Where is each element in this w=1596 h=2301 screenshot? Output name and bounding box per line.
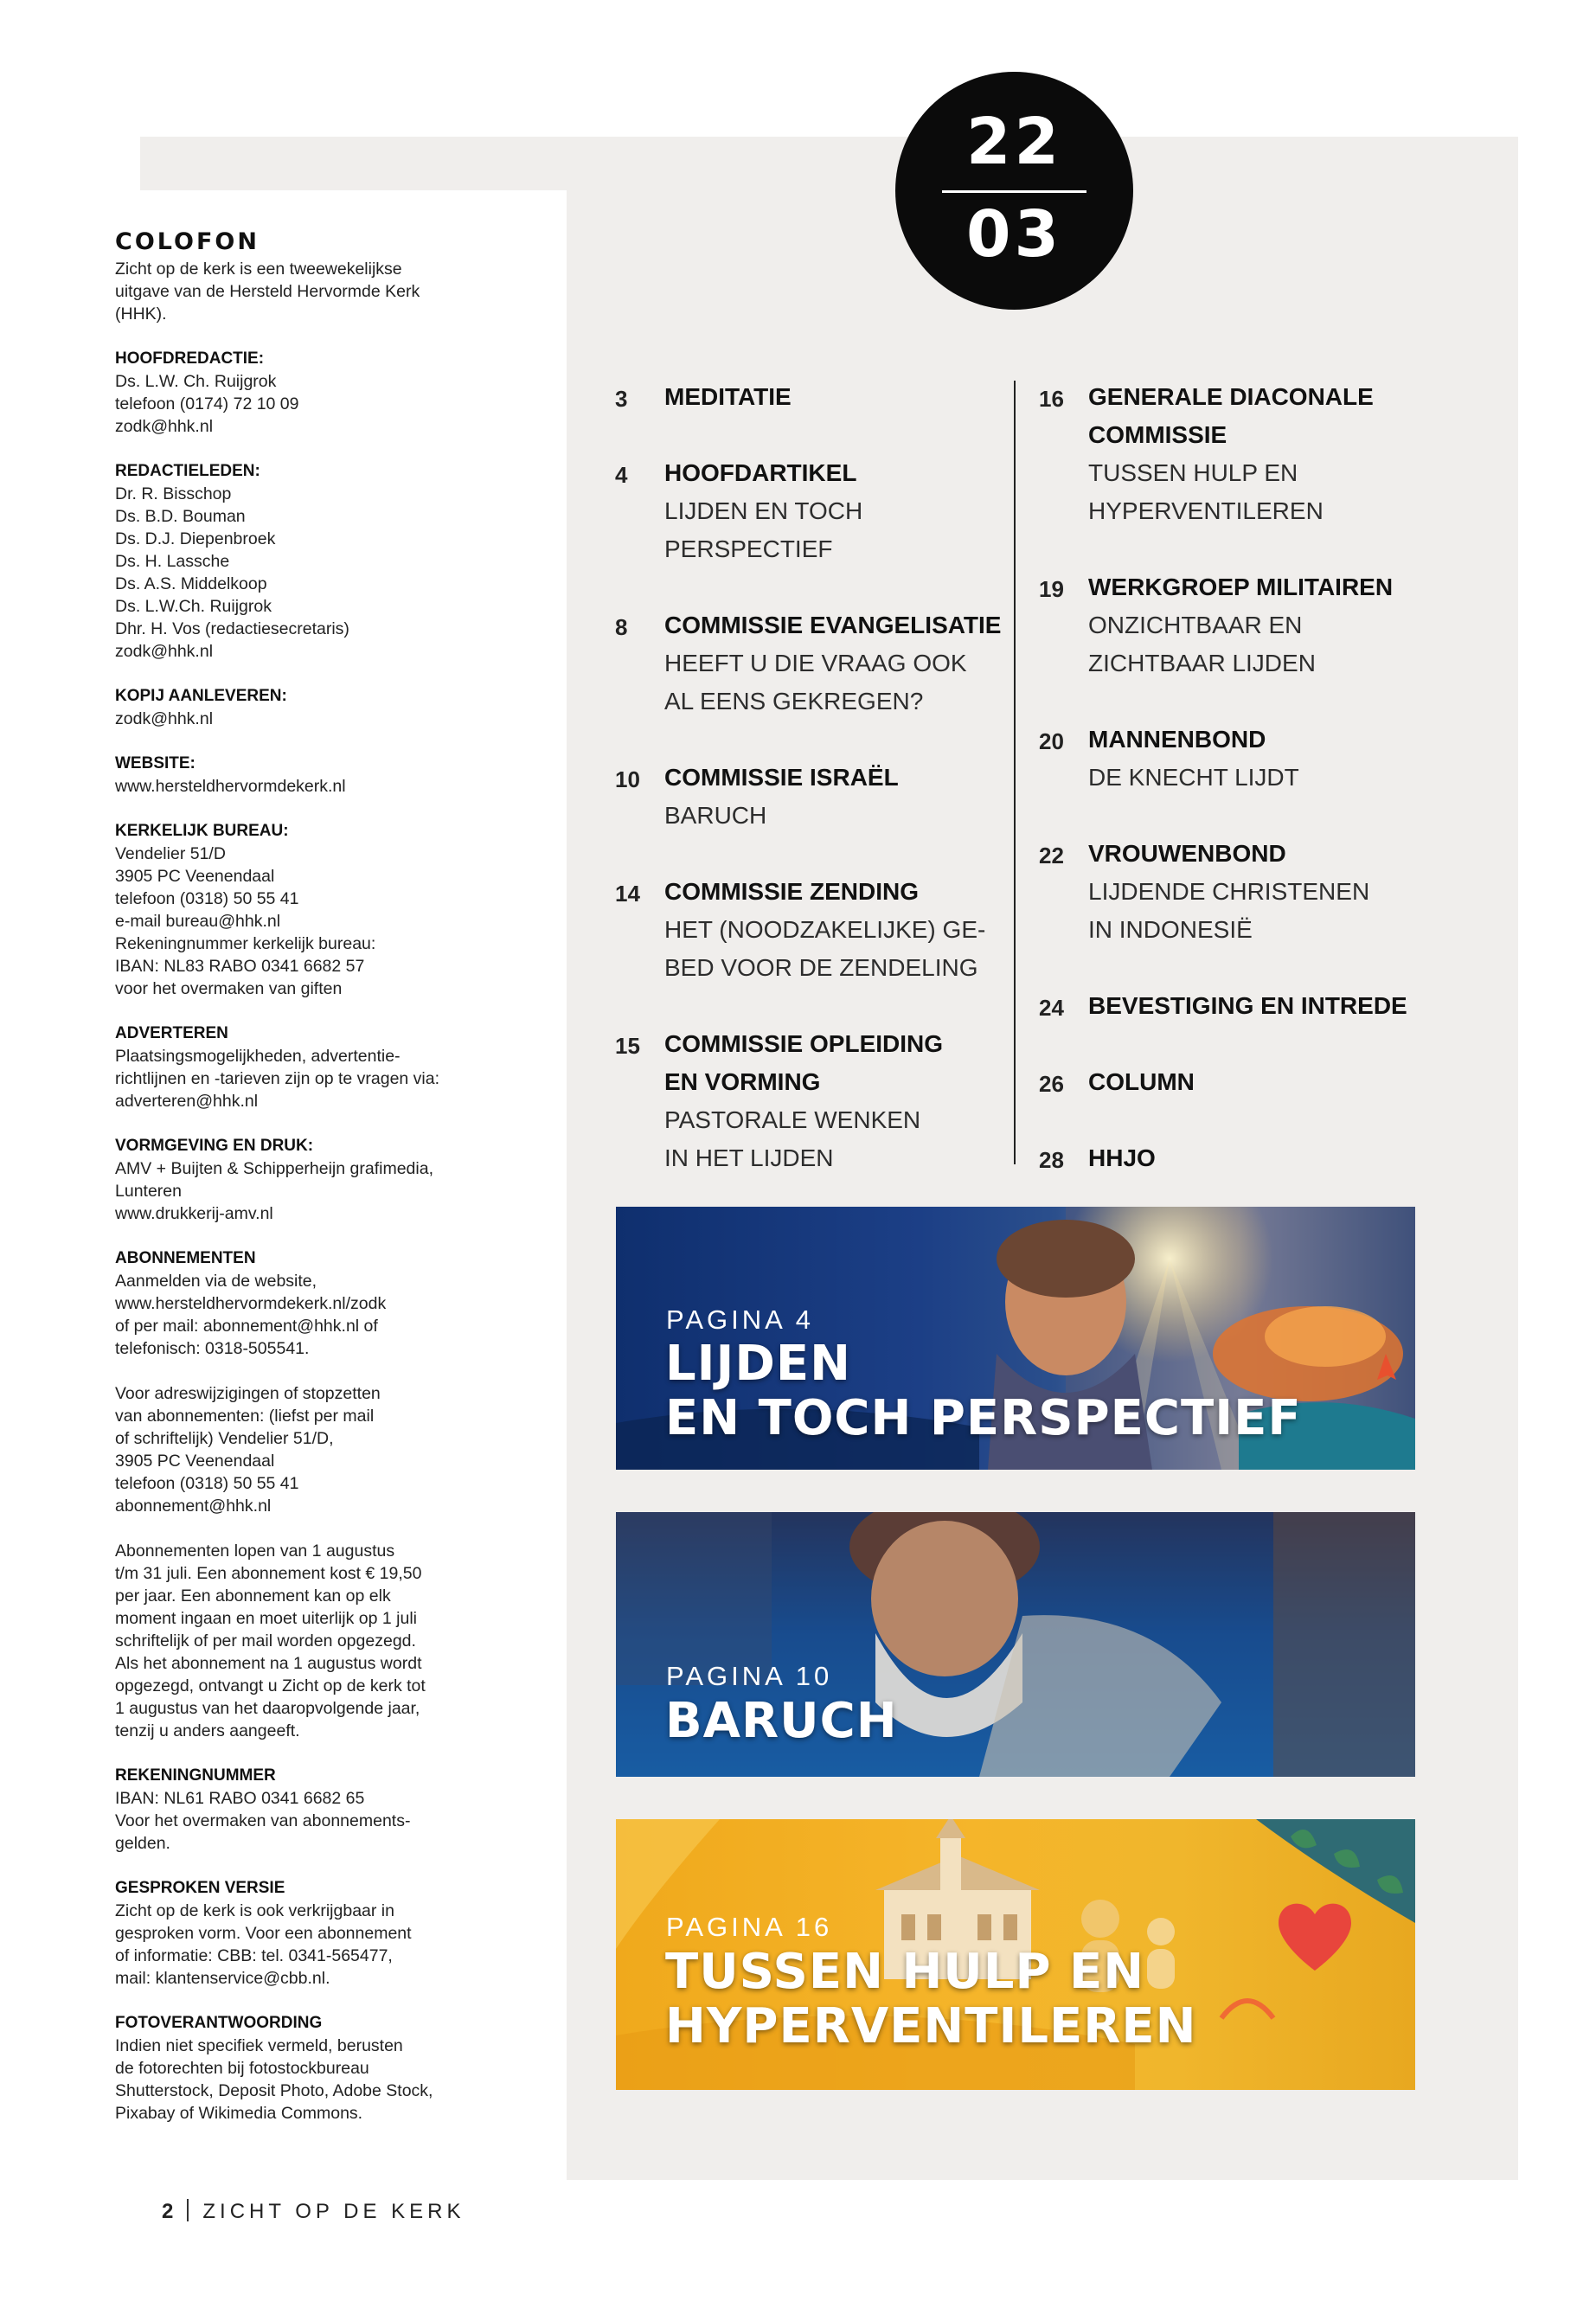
toc-page-number: 22 [1039, 843, 1064, 868]
banner-page-label: PAGINA 10 [666, 1661, 833, 1691]
colofon-line: adverteren@hhk.nl [115, 1092, 259, 1111]
colofon-line: de fotorechten bij fotostockbureau [115, 2059, 369, 2078]
issue-year: 22 [966, 105, 1062, 179]
toc-right-column [1039, 378, 1454, 1215]
colofon-line: Voor adreswijzigingen of stopzetten [115, 1384, 381, 1403]
toc-page-number: 8 [615, 614, 628, 640]
toc-entry-title: HHJO [1088, 1144, 1156, 1171]
toc-page-number: 10 [615, 766, 640, 792]
colofon-line: Shutterstock, Deposit Photo, Adobe Stock, [115, 2081, 433, 2100]
toc-page-number: 14 [615, 881, 640, 907]
toc-entry-subtitle: LIJDENDE CHRISTENEN [1088, 878, 1370, 905]
toc-entry[interactable] [615, 606, 1004, 721]
toc-entry-title: EN VORMING [664, 1068, 821, 1095]
toc-entry-title: BEVESTIGING EN INTREDE [1088, 992, 1407, 1019]
colofon-section [115, 685, 496, 730]
colofon-line: Voor het overmaken van abonnements- [115, 1811, 411, 1830]
colofon-line: Ds. H. Lassche [115, 552, 230, 571]
toc-page-number: 15 [615, 1033, 640, 1059]
toc-entry-subtitle: HYPERVENTILEREN [1088, 497, 1324, 524]
colofon-line: telefonisch: 0318-505541. [115, 1339, 310, 1358]
colofon-line: Ds. A.S. Middelkoop [115, 574, 267, 593]
colofon-line: IBAN: NL61 RABO 0341 6682 65 [115, 1789, 365, 1808]
feature-banner-tussen-hulp[interactable] [616, 1819, 1415, 2090]
toc-entry-title: COMMISSIE [1088, 421, 1227, 448]
colofon-section-heading: GESPROKEN VERSIE [115, 1879, 285, 1897]
page-footer [162, 2199, 465, 2224]
colofon-line: Ds. L.W. Ch. Ruijgrok [115, 372, 277, 391]
colofon-section [115, 1765, 496, 1855]
toc-entry-subtitle: BARUCH [664, 802, 767, 829]
footer-divider [187, 2199, 189, 2221]
issue-number: 03 [966, 197, 1062, 272]
colofon-section [115, 1877, 496, 1990]
toc-entry-subtitle: DE KNECHT LIJDT [1088, 764, 1299, 791]
colofon-line: Pixabay of Wikimedia Commons. [115, 2104, 363, 2123]
toc-entry-subtitle: PERSPECTIEF [664, 535, 833, 562]
colofon-section-heading: REKENINGNUMMER [115, 1766, 276, 1785]
colofon-line: t/m 31 juli. Een abonnement kost € 19,50 [115, 1564, 422, 1583]
banner-headline [665, 1336, 1302, 1445]
toc-page-number: 4 [615, 462, 628, 488]
colofon-line: Ds. L.W.Ch. Ruijgrok [115, 597, 272, 616]
colofon-line: Ds. D.J. Diepenbroek [115, 529, 276, 548]
toc-entry[interactable] [1039, 1139, 1454, 1177]
colofon-line: Rekeningnummer kerkelijk bureau: [115, 934, 376, 953]
colofon-line: of schriftelijk) Vendelier 51/D, [115, 1429, 334, 1448]
colofon-line: 1 augustus van het daaropvolgende jaar, [115, 1699, 420, 1718]
colofon-section-heading: FOTOVERANTWOORDING [115, 2014, 323, 2032]
colofon [115, 227, 496, 2125]
toc-entry[interactable] [1039, 721, 1454, 797]
colofon-line: Indien niet specifiek vermeld, berusten [115, 2036, 403, 2055]
feature-banner-baruch[interactable] [616, 1512, 1415, 1777]
colofon-line: Dhr. H. Vos (redactiesecretaris) [115, 619, 349, 638]
banner-headline-line: HYPERVENTILEREN [665, 1998, 1197, 2054]
toc-entry[interactable] [1039, 987, 1454, 1025]
banner-headline-line: EN TOCH PERSPECTIEF [665, 1390, 1302, 1446]
toc-entry-subtitle: TUSSEN HULP EN [1088, 459, 1298, 486]
colofon-section-heading: HOOFDREDACTIE: [115, 349, 265, 368]
colofon-line: mail: klantenservice@cbb.nl. [115, 1969, 330, 1988]
toc-entry-subtitle: AL EENS GEKREGEN? [664, 688, 924, 715]
banner-headline-line: LIJDEN [665, 1336, 851, 1392]
colofon-line: www.hersteldhervormdekerk.nl [115, 777, 346, 796]
toc-page-number: 24 [1039, 995, 1064, 1021]
footer-page-number: 2 [162, 2200, 174, 2223]
toc-entry[interactable] [1039, 568, 1454, 683]
toc-page-number: 28 [1039, 1147, 1064, 1173]
feature-banner-lijden[interactable] [616, 1207, 1415, 1470]
colofon-line: Abonnementen lopen van 1 augustus [115, 1541, 395, 1561]
colofon-line: per jaar. Een abonnement kan op elk [115, 1586, 391, 1606]
colofon-section-heading: KOPIJ AANLEVEREN: [115, 687, 287, 705]
colofon-sections [115, 258, 496, 2125]
toc-entry-subtitle: IN HET LIJDEN [664, 1144, 834, 1171]
toc-entry-title: COLUMN [1088, 1068, 1195, 1095]
colofon-line: 3905 PC Veenendaal [115, 867, 275, 886]
colofon-line: gelden. [115, 1834, 170, 1853]
colofon-section-heading: KERKELIJK BUREAU: [115, 822, 289, 840]
toc-entry-subtitle: HET (NOODZAKELIJKE) GE- [664, 916, 986, 943]
colofon-section-heading: ABONNEMENTEN [115, 1249, 256, 1267]
colofon-line: voor het overmaken van giften [115, 979, 343, 998]
issue-badge-divider [942, 190, 1086, 193]
banner-headline-line: BARUCH [665, 1693, 898, 1749]
colofon-line: Dr. R. Bisschop [115, 484, 232, 503]
colofon-section-heading: REDACTIELEDEN: [115, 462, 260, 480]
toc-entry-subtitle: HEEFT U DIE VRAAG OOK [664, 650, 967, 676]
colofon-line: www.hersteldhervormdekerk.nl/zodk [115, 1294, 387, 1313]
toc-entry[interactable] [1039, 835, 1454, 949]
toc-page-number: 19 [1039, 576, 1064, 602]
colofon-section [115, 348, 496, 438]
colofon-line: Zicht op de kerk is ook verkrijgbaar in [115, 1901, 394, 1920]
colofon-section-heading: ADVERTEREN [115, 1024, 228, 1042]
colofon-section [115, 1382, 496, 1517]
colofon-section [115, 1022, 496, 1112]
colofon-line: 3905 PC Veenendaal [115, 1452, 275, 1471]
colofon-section [115, 820, 496, 1000]
colofon-line: AMV + Buijten & Schipperheijn grafimedia, [115, 1159, 433, 1178]
colofon-line: van abonnementen: (liefst per mail [115, 1407, 375, 1426]
colofon-section [115, 2012, 496, 2125]
colofon-line: opgezegd, ontvangt u Zicht op de kerk tot [115, 1676, 426, 1695]
colofon-section [115, 258, 496, 325]
banner-page-label: PAGINA 4 [666, 1304, 814, 1335]
toc-entry-subtitle: LIJDEN EN TOCH [664, 497, 863, 524]
toc-entry-title: MANNENBOND [1088, 726, 1266, 753]
toc-entry[interactable] [615, 873, 1004, 987]
colofon-title: COLOFON [115, 228, 260, 255]
toc-entry-title: VROUWENBOND [1088, 840, 1286, 867]
toc-page-number: 3 [615, 386, 628, 412]
colofon-section [115, 1247, 496, 1360]
toc-column-divider [1014, 381, 1016, 1164]
colofon-line: abonnement@hhk.nl [115, 1497, 272, 1516]
colofon-line: IBAN: NL83 RABO 0341 6682 57 [115, 957, 365, 976]
toc-entry[interactable] [615, 759, 1004, 835]
issue-badge [895, 72, 1133, 310]
toc-entry-title: COMMISSIE ISRAËL [664, 764, 899, 791]
toc-entry[interactable] [615, 454, 1004, 568]
colofon-line: telefoon (0318) 50 55 41 [115, 889, 299, 908]
colofon-line: moment ingaan en moet uiterlijk op 1 juli [115, 1609, 418, 1628]
colofon-line: gesproken vorm. Voor een abonnement [115, 1924, 412, 1943]
colofon-line: telefoon (0318) 50 55 41 [115, 1474, 299, 1493]
banner-headline [665, 1945, 1197, 2054]
colofon-line: Zicht op de kerk is een tweewekelijkse [115, 260, 402, 279]
colofon-section-heading: VORMGEVING EN DRUK: [115, 1137, 314, 1155]
colofon-line: schriftelijk of per mail worden opgezegd. [115, 1631, 416, 1650]
banner-headline [665, 1694, 898, 1748]
colofon-line: telefoon (0174) 72 10 09 [115, 394, 299, 413]
footer-magazine-name: ZICHT OP DE KERK [202, 2200, 465, 2223]
colofon-line: Ds. B.D. Bouman [115, 507, 246, 526]
colofon-line: www.drukkerij-amv.nl [115, 1204, 273, 1223]
colofon-line: tenzij u anders aangeeft. [115, 1721, 300, 1740]
toc-entry-title: COMMISSIE EVANGELISATIE [664, 612, 1002, 638]
colofon-line: Aanmelden via de website, [115, 1272, 317, 1291]
banner-page-label: PAGINA 16 [666, 1912, 833, 1942]
colofon-line: zodk@hhk.nl [115, 417, 214, 436]
toc-page-number: 20 [1039, 728, 1064, 754]
toc-entry[interactable] [1039, 378, 1454, 530]
colofon-line: e-mail bureau@hhk.nl [115, 912, 281, 931]
colofon-section [115, 460, 496, 663]
toc-left-column [615, 378, 1004, 1215]
colofon-section [115, 1135, 496, 1225]
colofon-line: Plaatsingsmogelijkheden, advertentie- [115, 1047, 401, 1066]
colofon-line: of per mail: abonnement@hhk.nl of [115, 1317, 378, 1336]
colofon-line: of informatie: CBB: tel. 0341-565477, [115, 1946, 393, 1965]
colofon-line: Vendelier 51/D [115, 844, 226, 863]
toc-entry-title: COMMISSIE ZENDING [664, 878, 920, 905]
colofon-section-heading: WEBSITE: [115, 754, 195, 772]
toc-entry-title: HOOFDARTIKEL [664, 459, 857, 486]
toc-entry-title: WERKGROEP MILITAIREN [1088, 574, 1394, 600]
toc-page-number: 26 [1039, 1071, 1064, 1097]
colofon-section [115, 1540, 496, 1742]
toc-entry-subtitle: ONZICHTBAAR EN [1088, 612, 1303, 638]
colofon-line: uitgave van de Hersteld Hervormde Kerk [115, 282, 420, 301]
colofon-line: (HHK). [115, 304, 167, 324]
colofon-line: Lunteren [115, 1182, 182, 1201]
toc-entry-subtitle: PASTORALE WENKEN [664, 1106, 921, 1133]
toc-entry-subtitle: IN INDONESIË [1088, 916, 1253, 943]
banner-headline-line: TUSSEN HULP EN [665, 1944, 1145, 2000]
colofon-line: richtlijnen en -tarieven zijn op te vragen via: [115, 1069, 440, 1088]
colofon-line: zodk@hhk.nl [115, 709, 214, 728]
toc-entry-subtitle: BED VOOR DE ZENDELING [664, 954, 978, 981]
toc-page-number: 16 [1039, 386, 1064, 412]
colofon-line: Als het abonnement na 1 augustus wordt [115, 1654, 422, 1673]
toc-entry[interactable] [615, 1025, 1004, 1177]
toc-entry-subtitle: ZICHTBAAR LIJDEN [1088, 650, 1316, 676]
toc-entry[interactable] [1039, 1063, 1454, 1101]
toc-entry-title: COMMISSIE OPLEIDING [664, 1030, 944, 1057]
toc-entry-title: GENERALE DIACONALE [1088, 383, 1374, 410]
toc-entry[interactable] [615, 378, 1004, 416]
colofon-section [115, 753, 496, 798]
colofon-line: zodk@hhk.nl [115, 642, 214, 661]
toc-entry-title: MEDITATIE [664, 383, 792, 410]
